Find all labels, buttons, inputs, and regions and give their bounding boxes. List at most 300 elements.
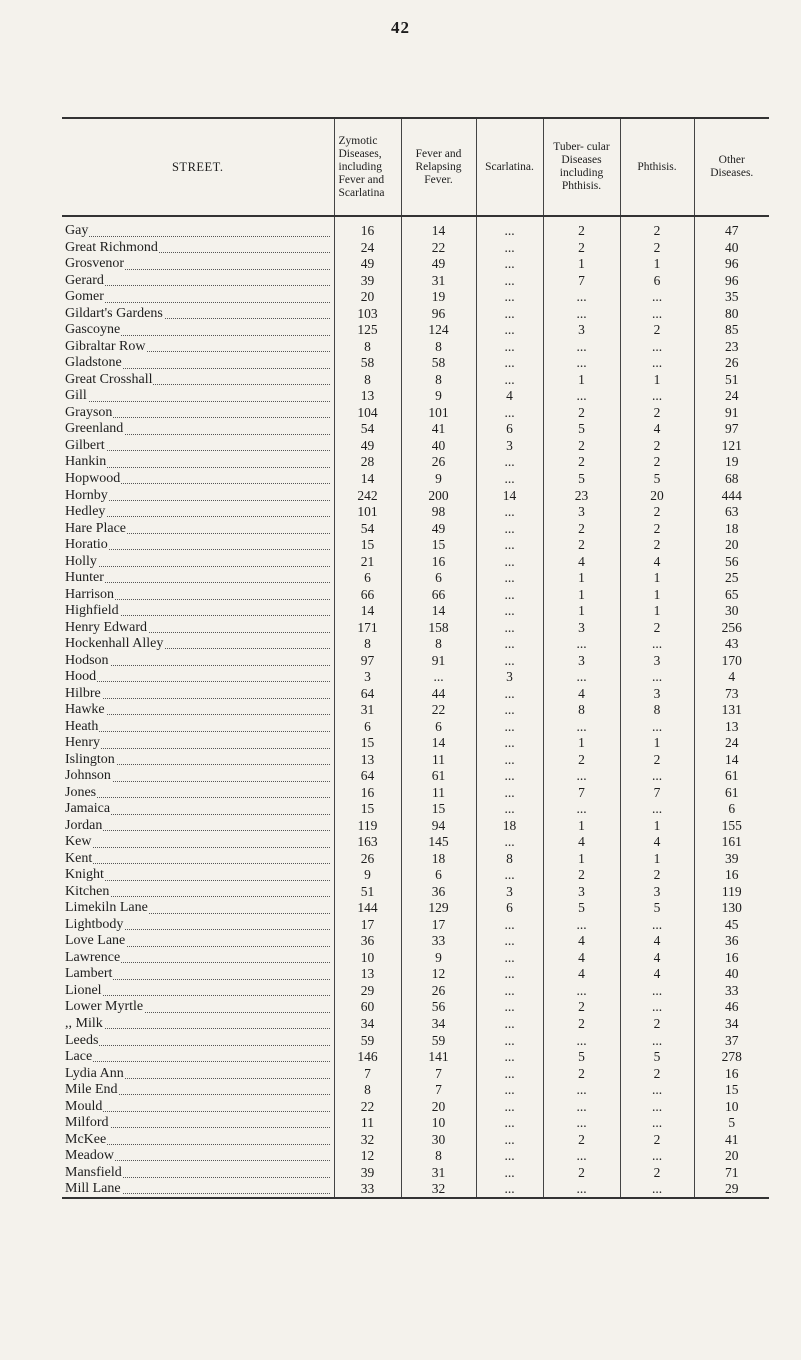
scarlatina-cell: ... [476,1131,543,1148]
scarlatina-cell: ... [476,339,543,356]
other-cell: 97 [694,421,769,438]
street-cell [62,1032,334,1049]
street-name: Gay [65,223,89,239]
phthisis-cell: 2 [620,1164,694,1181]
table-row [62,273,769,290]
table-row [62,785,769,802]
street-name: Great Crosshall [65,371,153,387]
street-cell [62,999,334,1016]
other-cell: 40 [694,966,769,983]
other-cell: 33 [694,983,769,1000]
table-row [62,718,769,735]
zymotic-cell: 21 [334,553,401,570]
other-cell: 40 [694,240,769,257]
scarlatina-cell: ... [476,1049,543,1066]
street-name: Gomer [65,289,104,305]
zymotic-cell: 3 [334,669,401,686]
zymotic-cell: 64 [334,685,401,702]
street-cell [62,718,334,735]
street-name: Hilbre [65,685,101,701]
fever-cell: 91 [401,652,476,669]
other-cell: 170 [694,652,769,669]
table-row [62,471,769,488]
phthisis-cell: 2 [620,240,694,257]
zymotic-cell: 51 [334,884,401,901]
fever-cell: 145 [401,834,476,851]
zymotic-cell: 15 [334,537,401,554]
street-cell [62,289,334,306]
phthisis-cell: 5 [620,900,694,917]
dotted-leader [65,995,330,996]
scarlatina-cell: ... [476,504,543,521]
fever-cell: 59 [401,1032,476,1049]
street-cell [62,834,334,851]
fever-cell: 12 [401,966,476,983]
street-name: Kent [65,850,93,866]
scarlatina-cell: ... [476,735,543,752]
other-cell: 278 [694,1049,769,1066]
phthisis-cell: 3 [620,685,694,702]
other-cell: 24 [694,388,769,405]
table-row [62,355,769,372]
fever-cell: 41 [401,421,476,438]
fever-cell: 26 [401,983,476,1000]
table-row [62,818,769,835]
street-name: Knight [65,867,104,883]
fever-cell: 32 [401,1181,476,1198]
scarlatina-cell: ... [476,454,543,471]
fever-cell: 8 [401,1148,476,1165]
disease-by-street-table [62,119,769,1197]
fever-cell: 6 [401,867,476,884]
other-cell: 24 [694,735,769,752]
phthisis-cell: ... [620,355,694,372]
scarlatina-cell: ... [476,718,543,735]
street-cell [62,1065,334,1082]
street-cell [62,752,334,769]
fever-cell: 129 [401,900,476,917]
header-scarlatina: Scarlatina. [476,119,543,216]
phthisis-cell: 2 [620,504,694,521]
other-cell: 131 [694,702,769,719]
other-cell: 47 [694,216,769,240]
zymotic-cell: 14 [334,603,401,620]
header-other-diseases: Other Diseases. [694,119,769,216]
fever-cell: 18 [401,851,476,868]
table-row [62,834,769,851]
zymotic-cell: 97 [334,652,401,669]
zymotic-cell: 163 [334,834,401,851]
tubercular-cell: 7 [543,785,620,802]
street-name: Hedley [65,504,106,520]
street-name: Lower Myrtle [65,999,144,1015]
phthisis-cell: ... [620,669,694,686]
table-row [62,1065,769,1082]
table-row [62,1049,769,1066]
phthisis-cell: 2 [620,752,694,769]
zymotic-cell: 104 [334,405,401,422]
scarlatina-cell: ... [476,1065,543,1082]
fever-cell: ... [401,669,476,686]
phthisis-cell: 2 [620,537,694,554]
street-name: Hockenhall Alley [65,636,164,652]
street-name: Kew [65,834,92,850]
tubercular-cell: ... [543,306,620,323]
phthisis-cell: 1 [620,256,694,273]
phthisis-cell: 5 [620,1049,694,1066]
table-row [62,652,769,669]
street-name: Highfield [65,603,119,619]
street-name: Lawrence [65,949,121,965]
other-cell: 23 [694,339,769,356]
zymotic-cell: 7 [334,1065,401,1082]
scarlatina-cell: 18 [476,818,543,835]
other-cell: 43 [694,636,769,653]
zymotic-cell: 14 [334,471,401,488]
scarlatina-cell: 3 [476,884,543,901]
scarlatina-cell: 4 [476,388,543,405]
phthisis-cell: ... [620,289,694,306]
phthisis-cell: 2 [620,867,694,884]
table-row [62,1148,769,1165]
table-body [62,216,769,1197]
zymotic-cell: 33 [334,1181,401,1198]
phthisis-cell: ... [620,1181,694,1198]
street-cell [62,586,334,603]
street-name: Heath [65,718,99,734]
scarlatina-cell: ... [476,917,543,934]
tubercular-cell: 2 [543,999,620,1016]
fever-cell: 9 [401,950,476,967]
phthisis-cell: 4 [620,421,694,438]
header-zymotic-diseases: Zymotic Diseases, including Fever and Scarlatina [334,119,401,216]
table-row [62,1115,769,1132]
zymotic-cell: 8 [334,339,401,356]
fever-cell: 58 [401,355,476,372]
tubercular-cell: 2 [543,1016,620,1033]
other-cell: 80 [694,306,769,323]
phthisis-cell: 4 [620,933,694,950]
street-cell [62,669,334,686]
phthisis-cell: ... [620,983,694,1000]
street-name: Grosvenor [65,256,125,272]
street-name: Hood [65,669,97,685]
fever-cell: 8 [401,372,476,389]
street-cell [62,636,334,653]
phthisis-cell: 2 [620,322,694,339]
phthisis-cell: 8 [620,702,694,719]
scarlatina-cell: ... [476,322,543,339]
table-row [62,322,769,339]
street-cell [62,388,334,405]
fever-cell: 158 [401,619,476,636]
table-row [62,570,769,587]
fever-cell: 61 [401,768,476,785]
other-cell: 16 [694,1065,769,1082]
table-row [62,917,769,934]
scarlatina-cell: ... [476,652,543,669]
table-row [62,216,769,240]
table-row [62,1016,769,1033]
zymotic-cell: 6 [334,718,401,735]
street-name: Mile End [65,1082,118,1098]
scarlatina-cell: ... [476,216,543,240]
table-row [62,438,769,455]
zymotic-cell: 13 [334,966,401,983]
fever-cell: 98 [401,504,476,521]
street-cell [62,884,334,901]
zymotic-cell: 24 [334,240,401,257]
table-row [62,1082,769,1099]
tubercular-cell: ... [543,1148,620,1165]
scarlatina-cell: ... [476,752,543,769]
table-row [62,669,769,686]
street-cell [62,471,334,488]
street-cell [62,355,334,372]
phthisis-cell: 2 [620,1065,694,1082]
other-cell: 71 [694,1164,769,1181]
phthisis-cell: 5 [620,471,694,488]
scarlatina-cell: 3 [476,669,543,686]
scarlatina-cell: ... [476,289,543,306]
fever-cell: 101 [401,405,476,422]
other-cell: 96 [694,256,769,273]
street-name: Hornby [65,487,108,503]
table-row [62,636,769,653]
table-row [62,553,769,570]
phthisis-cell: ... [620,1082,694,1099]
table-row [62,950,769,967]
other-cell: 39 [694,851,769,868]
phthisis-cell: ... [620,1148,694,1165]
table-row [62,867,769,884]
street-cell [62,421,334,438]
scarlatina-cell: ... [476,1148,543,1165]
dotted-leader [65,1061,330,1062]
phthisis-cell: ... [620,1115,694,1132]
fever-cell: 8 [401,339,476,356]
street-cell [62,867,334,884]
dotted-leader [65,1111,330,1112]
scarlatina-cell: 8 [476,851,543,868]
phthisis-cell: ... [620,801,694,818]
scarlatina-cell: ... [476,570,543,587]
table-row [62,520,769,537]
tubercular-cell: 2 [543,454,620,471]
tubercular-cell: ... [543,1098,620,1115]
other-cell: 20 [694,1148,769,1165]
fever-cell: 30 [401,1131,476,1148]
scarlatina-cell: ... [476,867,543,884]
other-cell: 18 [694,520,769,537]
scarlatina-cell: ... [476,933,543,950]
tubercular-cell: 2 [543,405,620,422]
table-row [62,768,769,785]
fever-cell: 31 [401,273,476,290]
phthisis-cell: 2 [620,454,694,471]
scarlatina-cell: ... [476,240,543,257]
scarlatina-cell: ... [476,586,543,603]
other-cell: 121 [694,438,769,455]
street-cell [62,801,334,818]
table-row [62,884,769,901]
table-row [62,289,769,306]
fever-cell: 6 [401,718,476,735]
zymotic-cell: 34 [334,1016,401,1033]
phthisis-cell: 3 [620,652,694,669]
street-name: Lambert [65,966,113,982]
zymotic-cell: 29 [334,983,401,1000]
street-cell [62,322,334,339]
table-row [62,603,769,620]
street-cell [62,216,334,240]
tubercular-cell: 1 [543,256,620,273]
scarlatina-cell: ... [476,603,543,620]
street-name: Henry Edward [65,619,148,635]
phthisis-cell: 2 [620,1016,694,1033]
tubercular-cell: 3 [543,322,620,339]
street-name: Lightbody [65,916,124,932]
other-cell: 6 [694,801,769,818]
tubercular-cell: 2 [543,752,620,769]
street-name: Jamaica [65,801,111,817]
zymotic-cell: 39 [334,1164,401,1181]
zymotic-cell: 6 [334,570,401,587]
other-cell: 65 [694,586,769,603]
tubercular-cell: ... [543,669,620,686]
tubercular-cell: 2 [543,537,620,554]
street-cell [62,438,334,455]
street-cell [62,603,334,620]
tubercular-cell: ... [543,801,620,818]
phthisis-cell: ... [620,388,694,405]
table-row [62,487,769,504]
phthisis-cell: ... [620,917,694,934]
other-cell: 61 [694,768,769,785]
street-cell [62,537,334,554]
tubercular-cell: 4 [543,950,620,967]
scarlatina-cell: ... [476,834,543,851]
other-cell: 96 [694,273,769,290]
street-cell [62,685,334,702]
scarlatina-cell: 6 [476,900,543,917]
table-row [62,1131,769,1148]
page-number: 42 [391,18,410,37]
zymotic-cell: 171 [334,619,401,636]
tubercular-cell: 2 [543,867,620,884]
street-name: Hare Place [65,520,127,536]
street-cell [62,735,334,752]
zymotic-cell: 60 [334,999,401,1016]
phthisis-cell: ... [620,1098,694,1115]
table-row [62,702,769,719]
fever-cell: 9 [401,471,476,488]
street-cell [62,900,334,917]
zymotic-cell: 31 [334,702,401,719]
street-name: Limekiln Lane [65,900,148,916]
street-cell [62,818,334,835]
scarlatina-cell: 3 [476,438,543,455]
scarlatina-cell: ... [476,983,543,1000]
street-cell [62,240,334,257]
scarlatina-cell: ... [476,801,543,818]
table-row [62,240,769,257]
tubercular-cell: ... [543,1181,620,1198]
tubercular-cell: ... [543,1082,620,1099]
other-cell: 161 [694,834,769,851]
zymotic-cell: 119 [334,818,401,835]
table-row [62,619,769,636]
other-cell: 14 [694,752,769,769]
scarlatina-cell: ... [476,372,543,389]
street-name: ,, Milk [65,1016,103,1031]
street-cell [62,1131,334,1148]
street-name: Mansfield [65,1164,122,1180]
zymotic-cell: 59 [334,1032,401,1049]
other-cell: 10 [694,1098,769,1115]
other-cell: 85 [694,322,769,339]
zymotic-cell: 54 [334,421,401,438]
tubercular-cell: 4 [543,834,620,851]
scarlatina-cell: ... [476,685,543,702]
phthisis-cell: 1 [620,372,694,389]
other-cell: 36 [694,933,769,950]
tubercular-cell: 2 [543,216,620,240]
scarlatina-cell: ... [476,1181,543,1198]
street-name: Mill Lane [65,1181,121,1197]
zymotic-cell: 36 [334,933,401,950]
street-name: Gladstone [65,355,122,371]
tubercular-cell: 3 [543,884,620,901]
other-cell: 20 [694,537,769,554]
fever-cell: 49 [401,520,476,537]
zymotic-cell: 13 [334,752,401,769]
dotted-leader [65,847,330,848]
tubercular-cell: 1 [543,586,620,603]
tubercular-cell: 23 [543,487,620,504]
table-row [62,933,769,950]
zymotic-cell: 144 [334,900,401,917]
zymotic-cell: 13 [334,388,401,405]
tubercular-cell: 5 [543,900,620,917]
tubercular-cell: 7 [543,273,620,290]
street-cell [62,504,334,521]
tubercular-cell: 5 [543,421,620,438]
street-name: Milford [65,1115,109,1131]
zymotic-cell: 22 [334,1098,401,1115]
zymotic-cell: 15 [334,801,401,818]
fever-cell: 124 [401,322,476,339]
scarlatina-cell: ... [476,1016,543,1033]
street-name: Gildart's Gardens [65,305,163,321]
tubercular-cell: 4 [543,553,620,570]
fever-cell: 6 [401,570,476,587]
other-cell: 16 [694,950,769,967]
zymotic-cell: 146 [334,1049,401,1066]
fever-cell: 94 [401,818,476,835]
tubercular-cell: 2 [543,1164,620,1181]
street-cell [62,619,334,636]
tubercular-cell: 1 [543,603,620,620]
zymotic-cell: 49 [334,438,401,455]
tubercular-cell: ... [543,355,620,372]
tubercular-cell: ... [543,768,620,785]
phthisis-cell: 2 [620,216,694,240]
street-name: Gibraltar Row [65,338,146,354]
phthisis-cell: 1 [620,735,694,752]
tubercular-cell: 3 [543,619,620,636]
scarlatina-cell: ... [476,355,543,372]
